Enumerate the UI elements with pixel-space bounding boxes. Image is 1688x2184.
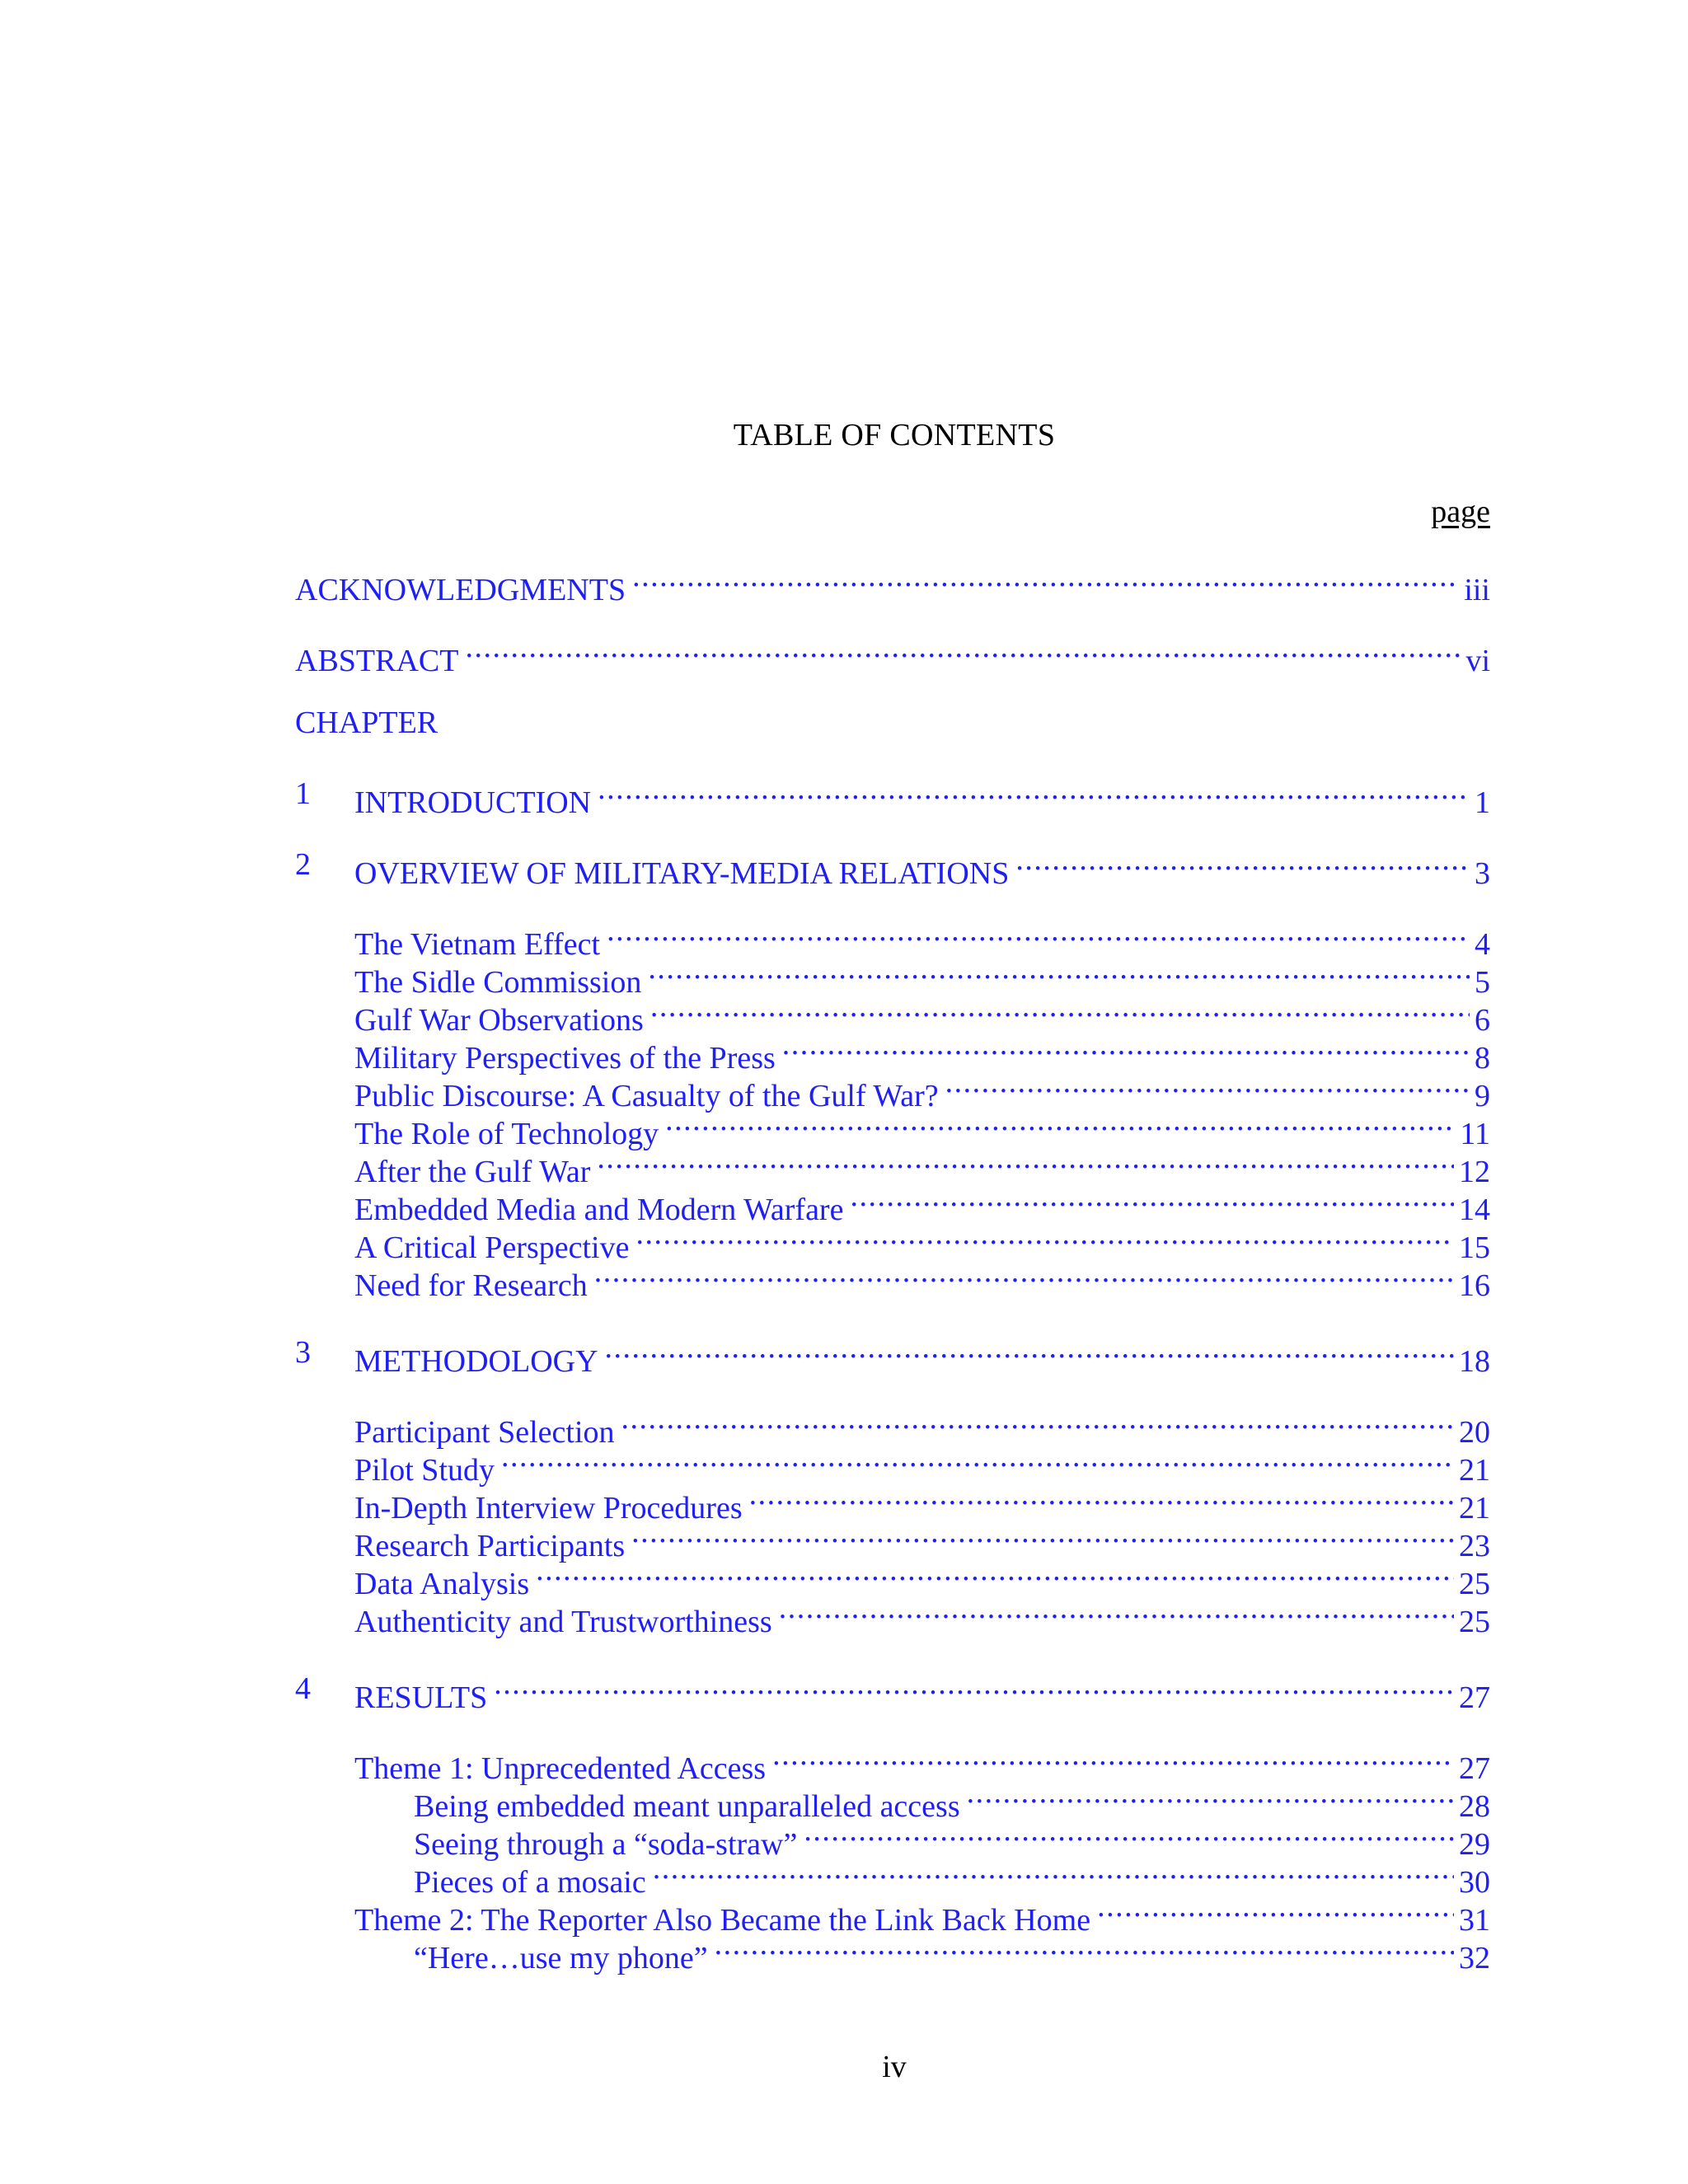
- toc-entry-page: 23: [1459, 1529, 1490, 1563]
- toc-entry-label: Gulf War Observations: [354, 1003, 644, 1038]
- toc-chapter-3[interactable]: [295, 1333, 1490, 1380]
- toc-entry-page: 25: [1459, 1605, 1490, 1639]
- toc-entry-label: The Vietnam Effect: [354, 927, 601, 962]
- toc-entry-label: INTRODUCTION: [354, 785, 592, 820]
- dot-leader: [967, 1779, 1454, 1816]
- toc-entry-label: Need for Research: [354, 1268, 588, 1303]
- dot-leader: [772, 1741, 1454, 1779]
- toc-entry-label: Authenticity and Trustworthiness: [354, 1605, 772, 1639]
- toc-entry-page: 8: [1475, 1041, 1490, 1076]
- dot-leader: [536, 1556, 1454, 1594]
- dot-leader: [804, 1816, 1454, 1854]
- toc-entry-label: ABSTRACT: [295, 644, 459, 678]
- dot-leader: [945, 1068, 1470, 1106]
- chapter-number: 3: [295, 1335, 311, 1370]
- dot-leader: [653, 1854, 1454, 1892]
- toc-entry-label: Military Perspectives of the Press: [354, 1041, 776, 1076]
- toc-entry-acknowledgments[interactable]: [295, 562, 1490, 609]
- dot-leader: [632, 562, 1459, 600]
- toc-section[interactable]: [354, 1258, 1490, 1305]
- toc-entry-page: 16: [1459, 1268, 1490, 1303]
- toc-entry-page: 18: [1459, 1344, 1490, 1379]
- dot-leader: [665, 1106, 1455, 1144]
- dot-leader: [494, 1670, 1454, 1708]
- chapter-heading[interactable]: CHAPTER: [295, 705, 438, 740]
- toc-entry-label: METHODOLOGY: [354, 1344, 598, 1379]
- toc-entry-label: In-Depth Interview Procedures: [354, 1491, 743, 1526]
- toc-entry-page: 25: [1459, 1567, 1490, 1601]
- toc-entry-label: Data Analysis: [354, 1567, 530, 1601]
- toc-entry-label: Seeing through a “soda-straw”: [414, 1827, 798, 1862]
- toc-entry-label: Pilot Study: [354, 1453, 495, 1488]
- toc-entry-label: Being embedded meant unparalleled access: [414, 1789, 960, 1824]
- toc-entry-page: 4: [1475, 927, 1490, 962]
- toc-entry-page: 32: [1459, 1941, 1490, 1975]
- toc-entry-label: Theme 1: Unprecedented Access: [354, 1751, 767, 1786]
- toc-entry-page: 11: [1460, 1117, 1490, 1151]
- dot-leader: [749, 1480, 1454, 1518]
- toc-entry-page: 27: [1459, 1751, 1490, 1786]
- dot-leader: [605, 1333, 1454, 1371]
- page-title: TABLE OF CONTENTS: [733, 418, 1056, 452]
- toc-entry-label: The Role of Technology: [354, 1117, 659, 1151]
- chapter-number: 2: [295, 847, 311, 882]
- toc-entry-page: 6: [1475, 1003, 1490, 1038]
- toc-entry-label: The Sidle Commission: [354, 965, 642, 1000]
- toc-chapter-1[interactable]: [295, 775, 1490, 822]
- toc-subsection[interactable]: [414, 1930, 1490, 1977]
- dot-leader: [1015, 846, 1470, 883]
- toc-entry-label: “Here…use my phone”: [414, 1941, 708, 1975]
- dot-leader: [1097, 1892, 1454, 1930]
- toc-entry-label: Theme 2: The Reporter Also Became the Link Back Home: [354, 1903, 1091, 1938]
- toc-entry-page: 9: [1475, 1079, 1490, 1113]
- page-number: iv: [882, 2050, 907, 2084]
- toc-chapter-4[interactable]: [295, 1670, 1490, 1717]
- toc-entry-abstract[interactable]: [295, 633, 1490, 680]
- dot-leader: [501, 1442, 1454, 1480]
- toc-entry-page: 28: [1459, 1789, 1490, 1824]
- toc-entry-label: Public Discourse: A Casualty of the Gulf War?: [354, 1079, 939, 1113]
- dot-leader: [594, 1258, 1454, 1296]
- dot-leader: [650, 992, 1470, 1030]
- toc-entry-label: Embedded Media and Modern Warfare: [354, 1193, 844, 1227]
- dot-leader: [715, 1930, 1454, 1968]
- page-column-label: page: [1431, 494, 1490, 529]
- toc-entry-label: OVERVIEW OF MILITARY-MEDIA RELATIONS: [354, 856, 1010, 891]
- toc-entry-page: 12: [1459, 1155, 1490, 1189]
- toc-entry-page: 21: [1459, 1453, 1490, 1488]
- dot-leader: [850, 1182, 1454, 1220]
- toc-entry-page: 5: [1475, 965, 1490, 1000]
- toc-entry-label: Research Participants: [354, 1529, 626, 1563]
- toc-entry-label: Pieces of a mosaic: [414, 1865, 646, 1900]
- dot-leader: [635, 1220, 1454, 1258]
- toc-entry-label: Participant Selection: [354, 1415, 615, 1450]
- dot-leader: [597, 1144, 1454, 1182]
- toc-entry-page: 27: [1459, 1680, 1490, 1715]
- dot-leader: [648, 954, 1470, 992]
- toc-entry-label: ACKNOWLEDGMENTS: [295, 573, 626, 607]
- dot-leader: [465, 633, 1461, 671]
- toc-entry-label: After the Gulf War: [354, 1155, 591, 1189]
- toc-entry-page: 3: [1475, 856, 1490, 891]
- toc-entry-page: 1: [1475, 785, 1490, 820]
- chapter-number: 4: [295, 1671, 311, 1706]
- toc-section[interactable]: [354, 1594, 1490, 1641]
- toc-entry-label: A Critical Perspective: [354, 1230, 630, 1265]
- toc-entry-page: iii: [1464, 573, 1490, 607]
- toc-entry-page: 31: [1459, 1903, 1490, 1938]
- dot-leader: [782, 1030, 1470, 1068]
- dot-leader: [779, 1594, 1454, 1632]
- dot-leader: [598, 775, 1470, 813]
- toc-entry-label: RESULTS: [354, 1680, 488, 1715]
- dot-leader: [607, 916, 1470, 954]
- dot-leader: [631, 1518, 1454, 1556]
- toc-entry-page: 15: [1459, 1230, 1490, 1265]
- toc-entry-page: 14: [1459, 1193, 1490, 1227]
- toc-entry-page: 29: [1459, 1827, 1490, 1862]
- toc-entry-page: vi: [1465, 644, 1490, 678]
- toc-entry-page: 30: [1459, 1865, 1490, 1900]
- toc-entry-page: 21: [1459, 1491, 1490, 1526]
- toc-chapter-2[interactable]: [295, 846, 1490, 893]
- dot-leader: [621, 1404, 1454, 1442]
- toc-entry-page: 20: [1459, 1415, 1490, 1450]
- chapter-number: 1: [295, 776, 311, 811]
